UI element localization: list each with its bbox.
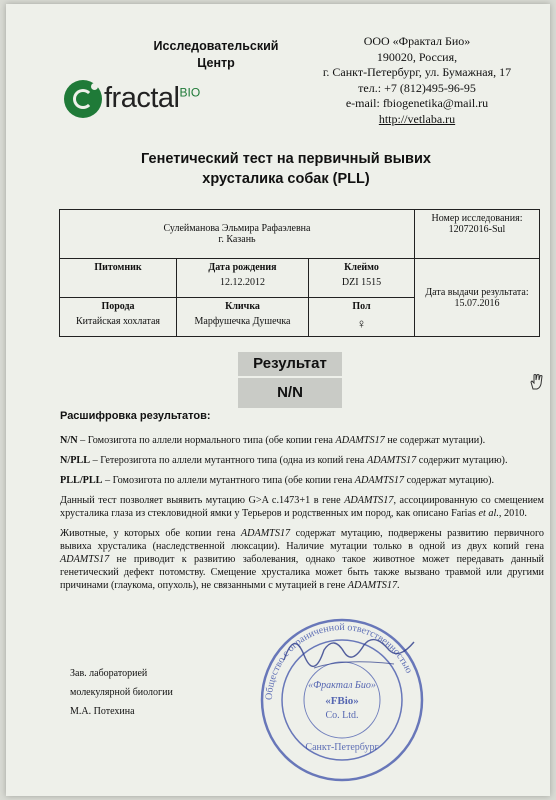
company-postcode: 190020, Россия, xyxy=(376,49,458,64)
signatory-title-line2: молекулярной биологии xyxy=(70,687,173,698)
seal-ltd: Co. Ltd. xyxy=(325,710,359,721)
company-phone: тел.: +7 (812)495-96-95 xyxy=(358,80,476,95)
issue-date-value: 15.07.2016 xyxy=(454,297,500,309)
info-table xyxy=(59,209,540,337)
research-center-line1: Исследовательский xyxy=(153,39,279,53)
issue-date-cell xyxy=(415,259,540,337)
decode-pllpll: PLL/PLL – Гомозигота по аллели мутантного типа (обе копии гена ADAMTS17 содержат мутацию). xyxy=(60,475,495,486)
dob-value: 12.12.2012 xyxy=(220,277,265,288)
decode-npll: N/PLL – Гетерозигота по аллели мутантного типа (одна из копий гена ADAMTS17 содержит мутацию). xyxy=(60,455,508,466)
company-website-link[interactable]: http://vetlaba.ru xyxy=(378,111,456,126)
result-value: N/N xyxy=(238,378,342,408)
seal-company: «Фрактал Био» xyxy=(308,680,376,691)
nickname-label: Кличка xyxy=(225,301,260,312)
signatory-block xyxy=(70,664,173,721)
result-heading: Результат xyxy=(238,352,342,376)
title-line2: хрусталика собак (PLL) xyxy=(202,171,370,187)
research-center-line2: Центр xyxy=(197,56,235,70)
company-address: г. Санкт-Петербург, ул. Бумажная, 17 xyxy=(322,65,512,79)
sex-cell xyxy=(309,298,415,337)
fractal-bio-logo xyxy=(64,80,234,120)
dob-cell xyxy=(177,259,309,298)
test-description-paragraph: Данный тест позволяет выявить мутацию G>A c.1473+1 в гене ADAMTS17, ассоциированную со смещением хрусталика глаза из стекловидной ямки у Терьеров и родственных им пород, как описано Farias et al., 2010. xyxy=(60,495,544,519)
logo-wordmark: fractal$^{BIO}$ xyxy=(104,82,201,114)
dob-label: Дата рождения xyxy=(208,262,277,273)
female-icon: ♀ xyxy=(356,316,367,331)
issue-date-label: Дата выдачи результата: xyxy=(425,286,529,298)
owner-name: Сулейманова Эльмира Рафаэлевна xyxy=(163,223,311,234)
signatory-name: М.А. Потехина xyxy=(70,706,135,717)
seal-city: Санкт-Петербург xyxy=(305,742,379,753)
kennel-label: Питомник xyxy=(94,262,142,273)
inheritance-paragraph: Животные, у которых обе копии гена ADAMTS17 содержат мутацию, подвержены развитию первичного вывиха хрусталика (наследственной люксации). Наличие мутации только в одной из двух копий гена ADAMTS17 не приводит к развитию заболевания, однако такое животное может передавать данный генетический дефект потомству. Смещение хрусталика может быть также вызвано травмой или другими причинами (глаукома, опухоль), не связанными с мутацией в гене ADAMTS17. xyxy=(60,528,544,591)
document-title xyxy=(66,149,506,189)
company-email: e-mail: fbiogenetika@mail.ru xyxy=(345,96,489,110)
breed-cell xyxy=(60,298,177,337)
document-page xyxy=(6,4,550,796)
sex-label: Пол xyxy=(352,301,371,312)
hand-cursor-icon xyxy=(528,372,544,390)
kennel-cell xyxy=(60,259,177,298)
breed-label: Порода xyxy=(101,301,135,312)
breed-value: Китайская хохлатая xyxy=(75,316,161,327)
company-contacts xyxy=(288,34,546,127)
nickname-value: Марфушечка Душечка xyxy=(194,316,291,327)
owner-cell xyxy=(60,210,415,259)
study-number-label: Номер исследования: xyxy=(431,213,523,224)
study-number-cell xyxy=(415,210,540,259)
owner-city: г. Казань xyxy=(218,234,256,245)
study-number-value: 12072016-Sul xyxy=(448,224,506,235)
decoding-section xyxy=(60,410,544,599)
seal-ring-text: Общество с ограниченной ответственностью xyxy=(263,621,415,701)
logo-mark-icon xyxy=(64,80,102,118)
decoding-heading: Расшифровка результатов: xyxy=(60,410,211,422)
nickname-cell xyxy=(177,298,309,337)
decode-nn: N/N – Гомозигота по аллели нормального типа (обе копии гена ADAMTS17 не содержат мутации). xyxy=(60,435,486,446)
brand-value: DZI 1515 xyxy=(341,277,382,288)
title-line1: Генетический тест на первичный вывих xyxy=(141,151,431,167)
company-name: ООО «Фрактал Био» xyxy=(363,34,471,48)
brand-cell xyxy=(309,259,415,298)
seal-abbr: «FBio» xyxy=(325,695,359,707)
brand-label: Клеймо xyxy=(344,262,379,273)
signatory-title-line1: Зав. лабораторией xyxy=(70,668,148,679)
handwritten-signature xyxy=(274,620,424,690)
research-center-label xyxy=(146,38,286,72)
